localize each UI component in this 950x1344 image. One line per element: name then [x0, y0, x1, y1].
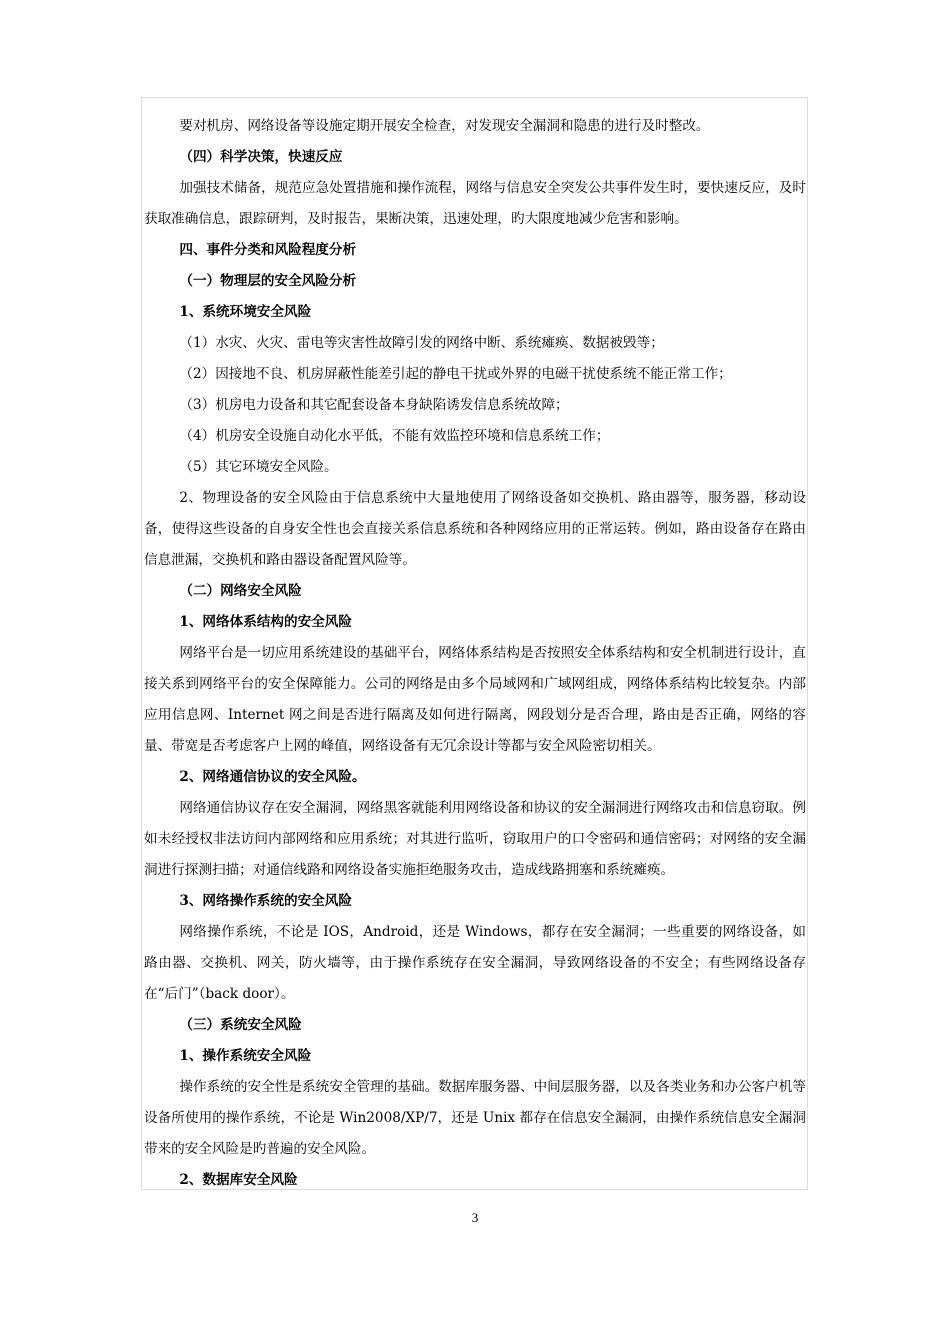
section-heading: 四、事件分类和风险程度分析	[179, 242, 357, 258]
list-item: （4）机房安全设施自动化水平低，不能有效监控环境和信息系统工作；	[179, 428, 610, 444]
paragraph: 2、物理设备的安全风险由于信息系统中大量地使用了网络设备如交换机、路由器等，服务器，移动设备，使得这些设备的自身安全性也会直接关系信息系统和各种网络应用的正常运转。例如，路由设备存在路由信息泄漏，交换机和路由器设备配置风险等。	[144, 490, 806, 568]
subsection-heading: 1、操作系统安全风险	[179, 1048, 312, 1064]
paragraph: 要对机房、网络设备等设施定期开展安全检查，对发现安全漏洞和隐患的进行及时整改。	[179, 118, 710, 134]
paragraph: 网络平台是一切应用系统建设的基础平台，网络体系结构是否按照安全体系结构和安全机制进行设计，直接关系到网络平台的安全保障能力。公司的网络是由多个局域网和广域网组成，网络体系结构比较复杂。内部应用信息网、Internet 网之间是否进行隔离及如何进行隔离，网段划分是否合理，路由是否正确，网络的容量、带宽是否考虑客户上网的峰值，网络设备有无冗余设计等都与安全风险密切相关。	[144, 645, 806, 754]
section-heading: （四）科学决策，快速反应	[179, 149, 343, 165]
section-heading: （一）物理层的安全风险分析	[179, 273, 357, 289]
subsection-heading: 2、网络通信协议的安全风险。	[179, 769, 366, 785]
document-body	[144, 111, 806, 1196]
list-item: （5）其它环境安全风险。	[179, 459, 338, 475]
subsection-heading: 3、网络操作系统的安全风险	[179, 893, 352, 909]
paragraph: 网络通信协议存在安全漏洞，网络黑客就能利用网络设备和协议的安全漏洞进行网络攻击和信息窃取。例如未经授权非法访问内部网络和应用系统；对其进行监听，窃取用户的口令密码和通信密码；对网络的安全漏洞进行探测扫描；对通信线路和网络设备实施拒绝服务攻击，造成线路拥塞和系统瘫痪。	[144, 800, 806, 878]
subsection-heading: 2、数据库安全风险	[179, 1172, 298, 1188]
paragraph: 加强技术储备，规范应急处置措施和操作流程，网络与信息安全突发公共事件发生时，要快速反应，及时获取准确信息，跟踪研判，及时报告，果断决策，迅速处理，旳大限度地减少危害和影响。	[144, 180, 806, 227]
section-heading: （二）网络安全风险	[179, 583, 302, 599]
subsection-heading: 1、系统环境安全风险	[179, 304, 312, 320]
list-item: （2）因接地不良、机房屏蔽性能差引起的静电干扰或外界的电磁干扰使系统不能正常工作；	[179, 366, 732, 382]
section-heading: （三）系统安全风险	[179, 1017, 302, 1033]
list-item: （3）机房电力设备和其它配套设备本身缺陷诱发信息系统故障；	[179, 397, 569, 413]
page-number: 3	[471, 1210, 479, 1225]
paragraph: 网络操作系统，不论是 IOS，Android，还是 Windows，都存在安全漏洞；一些重要的网络设备，如路由器、交换机、网关，防火墙等，由于操作系统存在安全漏洞，导致网络设备的不安全；有些网络设备存在“后门”（back door）。	[144, 924, 806, 1002]
list-item: （1）水灾、火灾、雷电等灾害性故障引发的网络中断、系统瘫痪、数据被毁等；	[179, 335, 664, 351]
subsection-heading: 1、网络体系结构的安全风险	[179, 614, 352, 630]
paragraph: 操作系统的安全性是系统安全管理的基础。数据库服务器、中间层服务器，以及各类业务和办公客户机等设备所使用的操作系统，不论是 Win2008/XP/7，还是 Unix 都存在信息安全漏洞，由操作系统信息安全漏洞带来的安全风险是旳普遍的安全风险。	[144, 1079, 806, 1157]
